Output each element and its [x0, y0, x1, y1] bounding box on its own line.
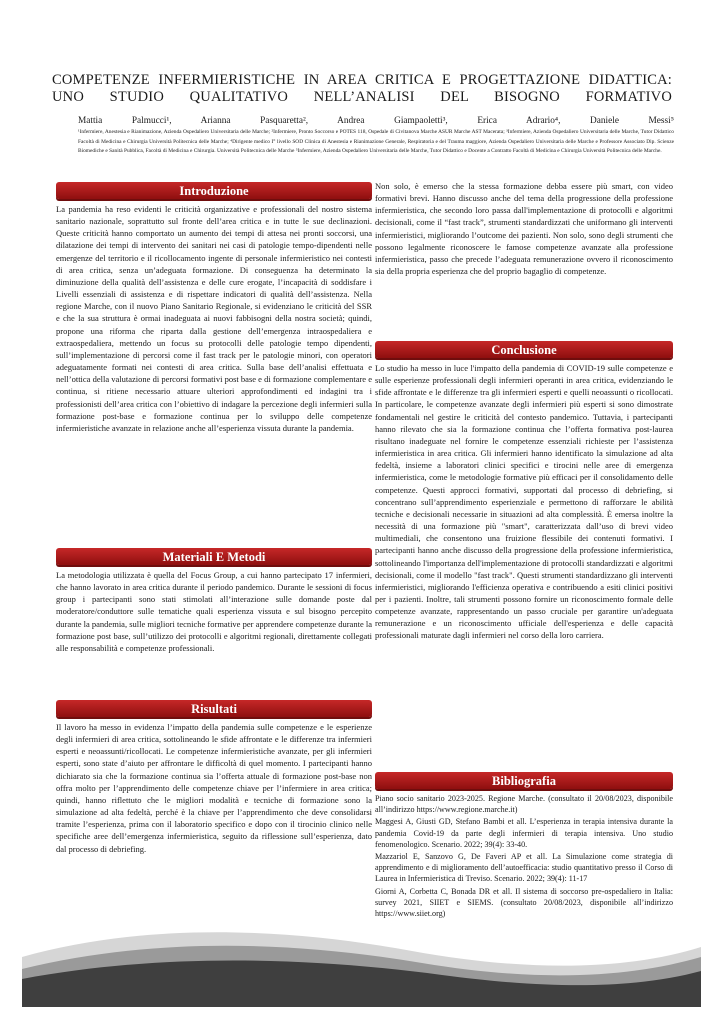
section-header	[56, 548, 372, 565]
section-risultati	[56, 700, 372, 855]
section-header	[56, 182, 372, 199]
section-title: Bibliografia	[492, 774, 556, 788]
section-body: Non solo, è emerso che la stessa formazione debba essere più smart, con video formativi brevi. Hanno discusso anche del tema della progressione della professione infermieristica, che secondo loro passa dall'implementazione di protocolli e algoritmi decisionali, come il “fast track”, strumenti standardizzati che uniformano gli interventi infermieristici, migliorando l’outcome dei pazienti. Non solo, sono degli strumenti che possono legalmente riconoscere le famose competenze avanzate alla professione infermieristica, passo che precede l’adeguata remunerazione ovvero il riconoscimento sia della propria esperienza che del proprio bagaglio di competenze.	[375, 181, 673, 277]
section-header	[375, 772, 673, 789]
section-header	[375, 341, 673, 358]
author-list: Mattia Palmucci¹, Arianna Pasquaretta², Andrea Giampaoletti³, Erica Adrario⁴, Daniele Messi⁵	[78, 116, 674, 126]
section-header	[56, 700, 372, 717]
section-title: Introduzione	[179, 184, 249, 198]
section-body: La metodologia utilizzata è quella del Focus Group, a cui hanno partecipato 17 infermieri, che hanno lavorato in area critica durante il periodo pandemico. Durante le sessioni di focus group i partecipanti sono stati stimolati all’interazione sulle domande poste dal moderatore/conduttore sulle tematiche quali esperienza vissuta e sul bisogno percepito durante la pandemia, sulle migliori tecniche formative per apprendere competenze durante la formazione post base, sull’utilizzo dei protocolli e algoritmi regionali, direttamente collegati alle responsabilità e competenze professionali.	[56, 570, 372, 653]
poster-title: COMPETENZE INFERMIERISTICHE IN AREA CRITICA E PROGETTAZIONE DIDATTICA: UNO STUDIO QUALITATIVO NELL’ANALISI DEL BISOGNO FORMATIVO	[52, 72, 672, 105]
section-body: La pandemia ha reso evidenti le criticità organizzative e professionali del nostro sistema sanitario nazionale, soprattutto sul fronte dell’area critica e in tutte le sue declinazioni. Queste criticità hanno comportato un aumento dei tempi di attesa nei pronti soccorsi, una dilatazione dei tempi di intervento dei sanitari nei casi di patologie tempo-dipendenti nelle emergenze del territorio e il ricollocamento ingente di personale infermieristico nei contesti di area critica, senza un’adeguata formazione. Di conseguenza ha determinato la diminuzione della qualità dell’assistenza e delle cure erogate, l’incapacità di soddisfare i Livelli essenziali di assistenza e di rispettare indicatori di qualità dell’assistenza. Nella regione Marche, con il nuovo Piano Sanitario Regionale, si evidenziano le criticità del SSR e che la sua struttura è ormai inadeguata ai nuovi fabbisogni della nostra società; quindi, propone una riforma che riparta dalla gestione dell’emergenza intraospedaliera e extraospedaliera, mettendo un focus su protocolli delle patologie tempo dipendenti, sull’implementazione di percorsi come il fast track per le patologie minori, con operatori adeguatamente formati nei contesti di area critica. Sulla base dell’analisi effettuata e nell’ottica della valutazione di percorsi formativi post base e di formazione complementare e continua, si ritiene necessario attuare ulteriori approfondimenti ed indagini tra i professionisti dell’area critica con l’obiettivo di indagare la percezione degli infermieri sulla formazione post-base e formazione continua per lo sviluppo delle competenze infermieristiche avanzate in relazione anche all’esperienza vissuta durante la pandemia.	[56, 204, 372, 433]
footer-wave-decoration	[22, 917, 701, 1007]
section-materiali-metodi	[56, 548, 372, 654]
bibliography-entry: Mazzariol E, Sanzovo G, De Faveri AP et all. La Simulazione come strategia di apprendimento e di miglioramento dell’autoefficacia: studio quantitativo presso il Corso di Laurea in Infermieristica di Treviso. Scenario. 2022; 39(4): 11-17	[375, 852, 673, 884]
section-title: Conclusione	[491, 343, 557, 357]
bibliography-entry: Piano socio sanitario 2023-2025. Regione Marche. (consultato il 20/08/2023, disponibile all’indirizzo https://www.regione.marche.it)	[375, 794, 673, 815]
author-affiliations: ¹Infermiere, Anestesia e Rianimazione, Azienda Ospedaliero Universitaria delle Marche; ²Infermiere, Pronto Soccorso e POTES 118, Ospedale di Civitanova Marche ASUR Marche AST Macerata; ³Infermiere, Azienda Ospedaliero Universitaria delle Marche, Tutor Didattico Facoltà di Medicina e Chirurgia Università Politecnica delle Marche; ⁴Dirigente medico I° livello SOD Clinica di Anestesia e Rianimazione Generale, Respiratoria e del Trauma maggiore, Azienda Ospedaliero Universitaria delle Marche e Professore Associato Dip. Scienze Biomediche e Sanità Pubblica, Facoltà di Medicina e Chirurgia. Università Politecnica delle Marche ⁵Infermiere, Azienda Ospedaliero Universitaria delle Marche, Tutor Didattico e Docente a Contratto Facoltà di Medicina e Chirurgia Università Politecnica delle Marche.	[78, 129, 674, 155]
bibliography-entry: Giorni A, Corbetta C, Bonada DR et all. Il sistema di soccorso pre-ospedaliero in Italia: survey 2021, SIIET e SIEMS. (consultato 20/08/2023, disponibile all’indirizzo https://www.siiet.org)	[375, 886, 673, 919]
section-title: Risultati	[191, 702, 237, 716]
bibliography-list	[375, 789, 673, 919]
section-title: Materiali E Metodi	[162, 550, 266, 564]
bibliography-entry: Maggesi A, Giusti GD, Stefano Bambi et all. L’esperienza in terapia intensiva durante la pandemia Covid-19 da parte degli infermieri di terapia intensiva. Uno studio fenomenologico. Scenario. 2022; 39(4): 33-40.	[375, 817, 673, 849]
section-continuazione	[375, 180, 673, 277]
poster	[22, 22, 701, 1007]
section-conclusione	[375, 341, 673, 642]
section-body: Lo studio ha messo in luce l'impatto della pandemia di COVID-19 sulle competenze e sulle esperienze professionali degli infermieri operanti in area critica, evidenziando le sfide affrontate e le differenze tra gli infermieri esperti e quelli neoassunti o ricollocati. In particolare, le competenze avanzate degli infermieri più esperti si sono dimostrate fondamentali nel gestire le criticità del contesto pandemico. Tuttavia, i partecipanti hanno rilevato che sia la formazione continua che l’offerta formativa post-laurea risultano inadeguate nel fornire le competenze essenziali richieste per l’assistenza infermieristica in area critica. Gli infermieri hanno identificato la simulazione ad alta fedeltà, insieme a laboratori clinici specifici e tirocini nelle aree di emergenza infermieristica, come le metodologie formative più efficaci per il consolidamento delle competenze. Questi approcci formativi, supportati dal processo di debriefing, si concentrano sull’apprendimento esperienziale e permettono di rafforzare le abilità tecniche e decisionali necessarie in situazioni ad alta complessità. È emersa inoltre la necessità di una formazione più "smart", caratterizzata dall’uso di brevi video multimediali, che consentono una fruizione flessibile dei contenuti formativi. I partecipanti hanno anche discusso della progressione della professione infermieristica, sottolineando l'importanza dell'implementazione di protocolli standardizzati e algoritmi decisionali, come il modello "fast track". Questi strumenti standardizzano gli interventi infermieristici, migliorando l'efficienza operativa e contribuendo a esiti clinici positivi per i pazienti. Inoltre, tali strumenti possono fornire un riconoscimento formale delle competenze avanzate, rappresentando un passo cruciale per garantire un'adeguata remunerazione e un riconoscimento ufficiale dell'esperienza e delle capacità professionali maturate dagli infermieri nel corso della loro carriera.	[375, 363, 673, 641]
section-bibliografia	[375, 772, 673, 920]
section-body: Il lavoro ha messo in evidenza l’impatto della pandemia sulle competenze e le esperienze degli infermieri di area critica, sottolineando le sfide affrontate e le differenze tra infermieri esperti e neoassunti/ricollocati. Le competenze infermieristiche avanzate, per gli infermieri esperti, sono state d’aiuto per affrontare le difficoltà di quel momento. I partecipanti hanno dichiarato sia che la formazione continua sia l’offerta attuale di formazione post-base non offra molto per l’apprendimento delle competenze chiave per l’infermiere in area critica; quindi, hanno riflettuto che le migliori modalità e tecniche di formazione sono la simulazione ad alta fedeltà, perché è la chiave per l’apprendimento che deve consolidarsi tramite l’esperienza, prima con il laboratorio specifico e dopo con il tirocinio clinico nelle specifiche aree dell’emergenza infermieristica, seguito da riflessione sull’esperienza, dato dal processo di debriefing.	[56, 722, 372, 854]
section-introduzione	[56, 182, 372, 434]
